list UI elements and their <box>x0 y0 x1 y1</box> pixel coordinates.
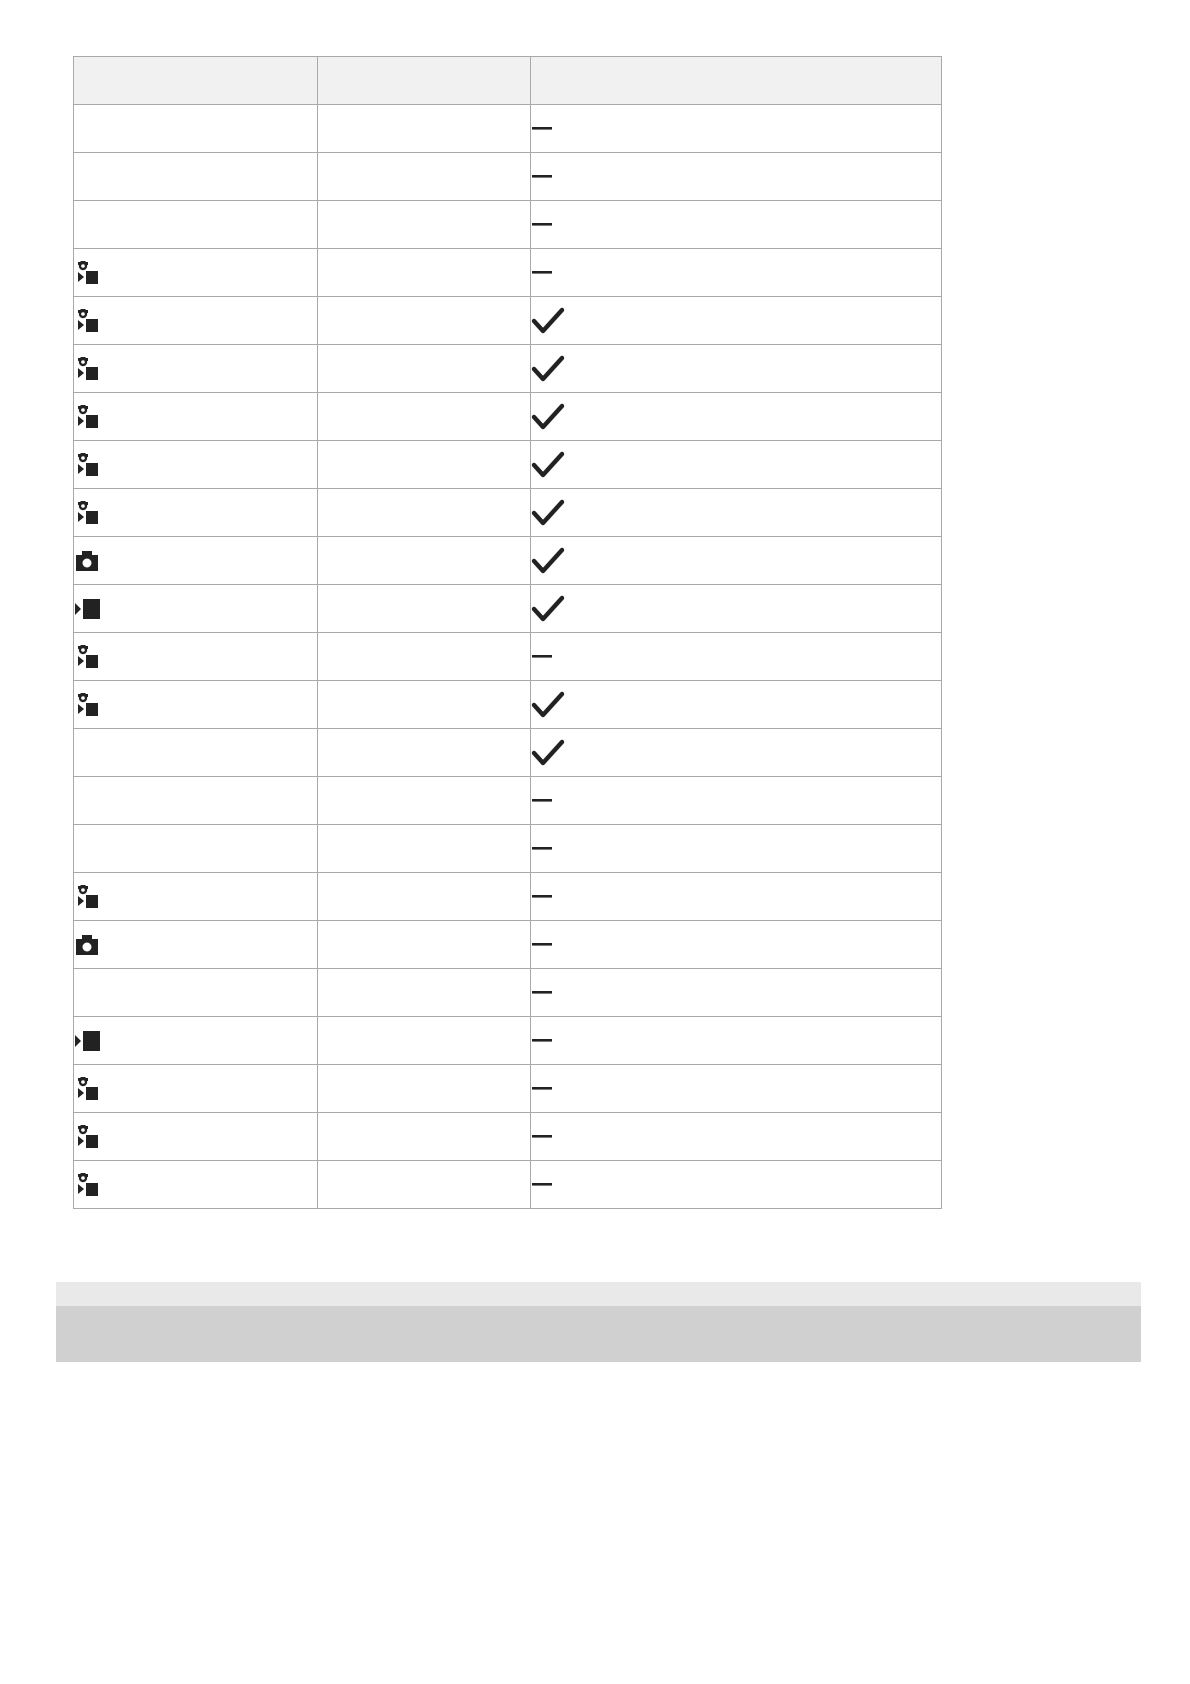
availability-cell <box>531 1017 942 1065</box>
availability-cell <box>531 249 942 297</box>
photo-movie-icon <box>74 308 100 334</box>
photo-movie-icon <box>74 692 100 718</box>
empty-cell <box>318 585 531 633</box>
availability-cell <box>531 585 942 633</box>
dash-icon <box>531 217 553 231</box>
empty-cell <box>318 105 531 153</box>
header-row <box>74 57 942 105</box>
mode-icon-cell <box>74 873 318 921</box>
mode-icon-cell <box>74 633 318 681</box>
table-row <box>74 1065 942 1113</box>
availability-cell <box>531 825 942 873</box>
section-header-bar-light <box>56 1282 1141 1306</box>
empty-cell <box>318 441 531 489</box>
table-row <box>74 201 942 249</box>
photo-movie-icon <box>74 500 100 526</box>
table-row <box>74 441 942 489</box>
availability-cell <box>531 201 942 249</box>
mode-icon-cell <box>74 729 318 777</box>
dash-icon <box>531 1033 553 1047</box>
mode-icon-cell <box>74 249 318 297</box>
photo-movie-icon <box>74 884 100 910</box>
mode-icon-cell <box>74 345 318 393</box>
check-icon <box>531 450 565 480</box>
header-cell-1 <box>74 57 318 105</box>
availability-cell <box>531 1161 942 1209</box>
header-cell-3 <box>531 57 942 105</box>
empty-cell <box>318 249 531 297</box>
photo-movie-icon <box>74 260 100 286</box>
empty-cell <box>318 1113 531 1161</box>
check-icon <box>531 354 565 384</box>
empty-cell <box>318 297 531 345</box>
check-icon <box>531 738 565 768</box>
table-row <box>74 345 942 393</box>
photo-movie-icon <box>74 404 100 430</box>
mode-icon-cell <box>74 921 318 969</box>
empty-cell <box>318 1065 531 1113</box>
table-header <box>74 57 942 105</box>
table-row <box>74 633 942 681</box>
section-header-bar <box>56 1306 1141 1362</box>
movie-icon <box>74 1028 102 1054</box>
empty-cell <box>318 969 531 1017</box>
availability-cell <box>531 921 942 969</box>
camera-icon <box>74 932 100 958</box>
mode-icon-cell <box>74 1113 318 1161</box>
mode-icon-cell <box>74 537 318 585</box>
dash-icon <box>531 121 553 135</box>
availability-cell <box>531 489 942 537</box>
table-row <box>74 681 942 729</box>
empty-cell <box>318 153 531 201</box>
photo-movie-icon <box>74 1076 100 1102</box>
availability-cell <box>531 1065 942 1113</box>
empty-cell <box>318 1017 531 1065</box>
photo-movie-icon <box>74 1124 100 1150</box>
dash-icon <box>531 265 553 279</box>
photo-movie-icon <box>74 452 100 478</box>
mode-icon-cell <box>74 297 318 345</box>
table-row <box>74 921 942 969</box>
availability-cell <box>531 729 942 777</box>
table-row <box>74 393 942 441</box>
mode-icon-cell <box>74 1017 318 1065</box>
dash-icon <box>531 649 553 663</box>
empty-cell <box>318 537 531 585</box>
photo-movie-icon <box>74 1172 100 1198</box>
check-icon <box>531 306 565 336</box>
table-row <box>74 297 942 345</box>
camera-icon <box>74 548 100 574</box>
empty-cell <box>318 345 531 393</box>
dash-icon <box>531 1129 553 1143</box>
empty-cell <box>318 1161 531 1209</box>
availability-cell <box>531 969 942 1017</box>
photo-movie-icon <box>74 356 100 382</box>
availability-cell <box>531 393 942 441</box>
mode-icon-cell <box>74 153 318 201</box>
mode-icon-cell <box>74 489 318 537</box>
table-row <box>74 1113 942 1161</box>
table-row <box>74 105 942 153</box>
table-row <box>74 777 942 825</box>
table-row <box>74 1017 942 1065</box>
availability-cell <box>531 873 942 921</box>
settings-table <box>73 56 942 1209</box>
mode-icon-cell <box>74 681 318 729</box>
empty-cell <box>318 201 531 249</box>
mode-icon-cell <box>74 777 318 825</box>
header-cell-2 <box>318 57 531 105</box>
table-row <box>74 537 942 585</box>
availability-cell <box>531 345 942 393</box>
mode-icon-cell <box>74 585 318 633</box>
check-icon <box>531 402 565 432</box>
empty-cell <box>318 681 531 729</box>
empty-cell <box>318 777 531 825</box>
check-icon <box>531 498 565 528</box>
movie-icon <box>74 596 102 622</box>
mode-icon-cell <box>74 1065 318 1113</box>
availability-cell <box>531 537 942 585</box>
table-body <box>74 105 942 1209</box>
mode-icon-cell <box>74 969 318 1017</box>
table-row <box>74 153 942 201</box>
availability-cell <box>531 441 942 489</box>
check-icon <box>531 594 565 624</box>
availability-cell <box>531 105 942 153</box>
availability-cell <box>531 681 942 729</box>
availability-cell <box>531 777 942 825</box>
dash-icon <box>531 937 553 951</box>
table-row <box>74 489 942 537</box>
empty-cell <box>318 633 531 681</box>
dash-icon <box>531 985 553 999</box>
table-row <box>74 825 942 873</box>
dash-icon <box>531 841 553 855</box>
mode-icon-cell <box>74 201 318 249</box>
empty-cell <box>318 729 531 777</box>
mode-icon-cell <box>74 1161 318 1209</box>
dash-icon <box>531 169 553 183</box>
empty-cell <box>318 825 531 873</box>
mode-icon-cell <box>74 441 318 489</box>
table-row <box>74 249 942 297</box>
dash-icon <box>531 1081 553 1095</box>
check-icon <box>531 690 565 720</box>
mode-icon-cell <box>74 105 318 153</box>
availability-cell <box>531 1113 942 1161</box>
table-row <box>74 585 942 633</box>
empty-cell <box>318 921 531 969</box>
check-icon <box>531 546 565 576</box>
availability-cell <box>531 633 942 681</box>
table-row <box>74 1161 942 1209</box>
empty-cell <box>318 873 531 921</box>
dash-icon <box>531 1177 553 1191</box>
availability-cell <box>531 153 942 201</box>
photo-movie-icon <box>74 644 100 670</box>
dash-icon <box>531 793 553 807</box>
table-row <box>74 873 942 921</box>
mode-icon-cell <box>74 393 318 441</box>
table-row <box>74 969 942 1017</box>
empty-cell <box>318 393 531 441</box>
empty-cell <box>318 489 531 537</box>
table-row <box>74 729 942 777</box>
availability-cell <box>531 297 942 345</box>
mode-icon-cell <box>74 825 318 873</box>
dash-icon <box>531 889 553 903</box>
